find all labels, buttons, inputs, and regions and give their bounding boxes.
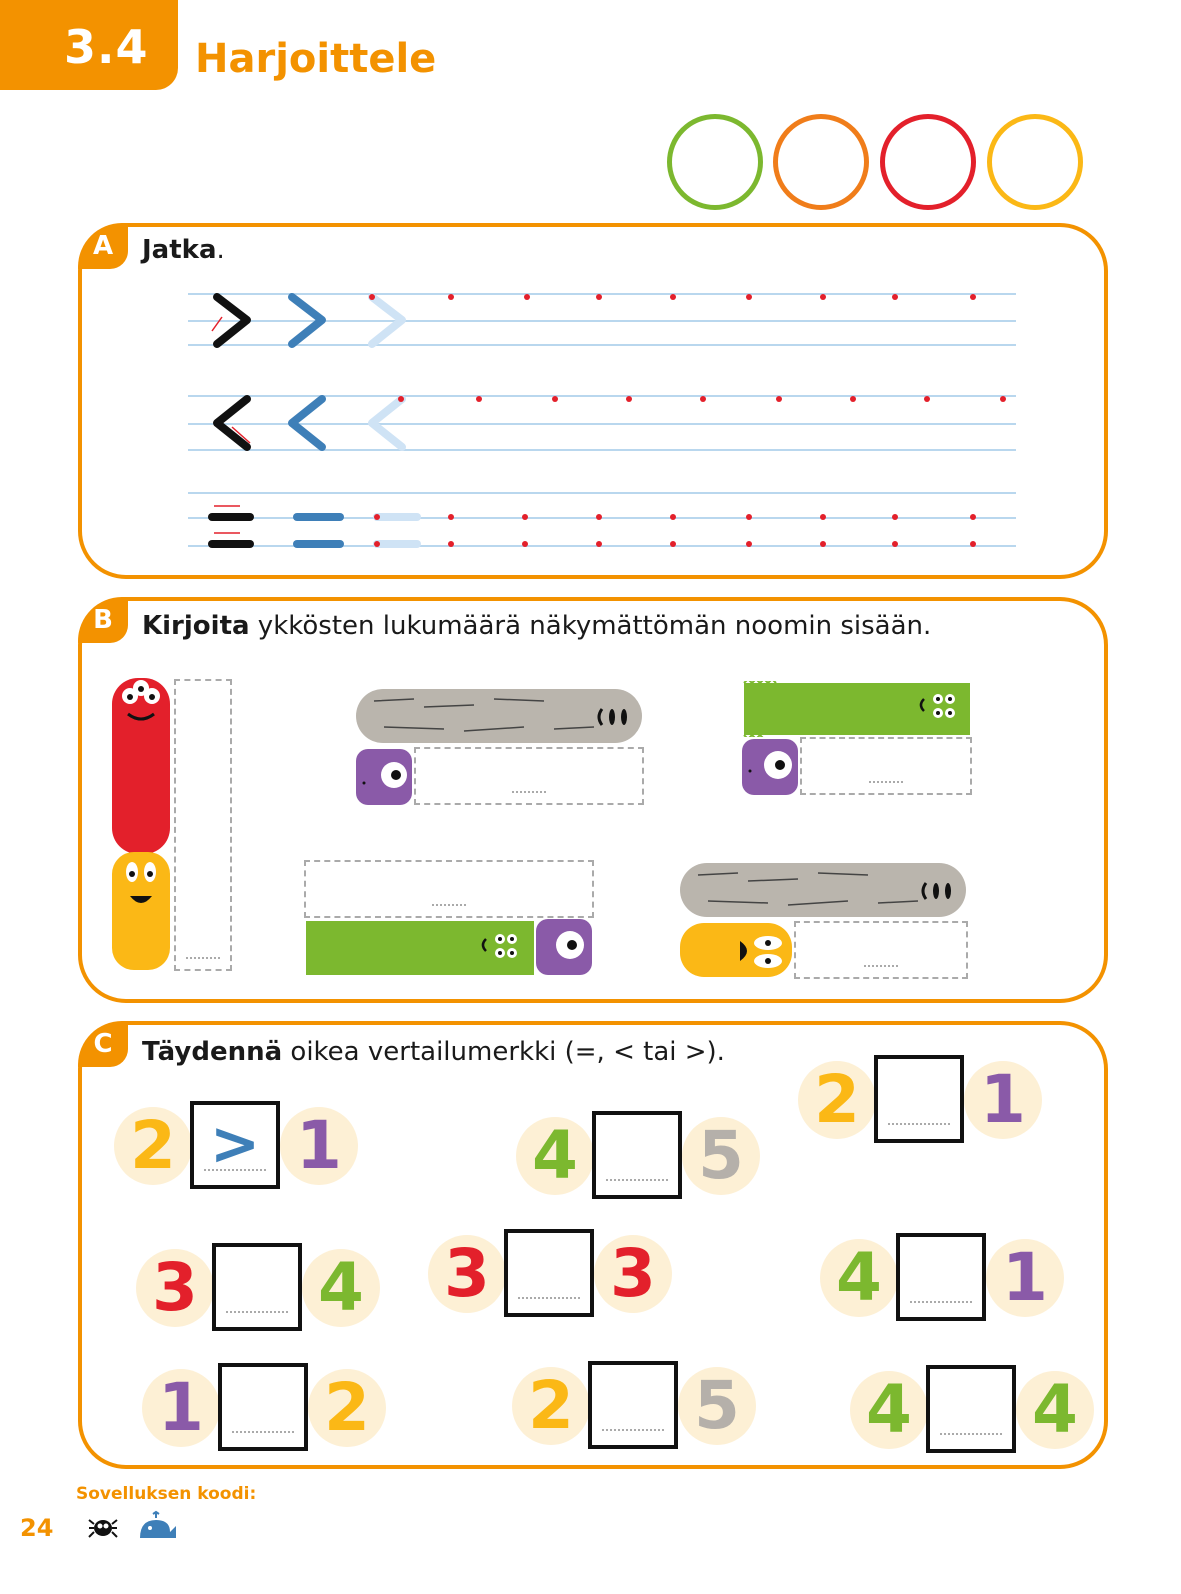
number-bubble: [114, 1107, 192, 1185]
comparison-answer-box[interactable]: [218, 1363, 308, 1451]
progress-ring-orange[interactable]: [773, 114, 869, 210]
trace-dot: [626, 396, 632, 402]
trace-dot: [448, 514, 454, 520]
trace-dot: [776, 396, 782, 402]
number-bubble: [820, 1239, 898, 1317]
comparison-item: [516, 1111, 766, 1201]
trace-dot: [448, 294, 454, 300]
section-a-instruction: Jatka.: [142, 235, 225, 265]
comparison-item: [512, 1361, 762, 1451]
trace-dot: [369, 294, 375, 300]
trace-dot: [398, 396, 404, 402]
numberblock-one-purple: [354, 747, 414, 807]
comparison-answer-box[interactable]: [190, 1101, 280, 1189]
trace-dot: [850, 396, 856, 402]
trace-dot: [448, 541, 454, 547]
section-b-instruction: Kirjoita ykkösten lukumäärä näkymättömän noomin sisään.: [142, 611, 932, 641]
numberblock-green-bottom: [304, 919, 536, 977]
whale-icon: [138, 1510, 178, 1542]
digit: 2: [324, 1369, 370, 1446]
trace-dot: [924, 396, 930, 402]
numberblock-one-purple-3: [534, 917, 594, 977]
number-bubble: [302, 1249, 380, 1327]
trace-dot: [670, 294, 676, 300]
page-number: 24: [20, 1514, 54, 1542]
trace-dot: [700, 396, 706, 402]
number-bubble: [136, 1249, 214, 1327]
digit: 2: [130, 1107, 176, 1184]
comparison-answer-box[interactable]: [874, 1055, 964, 1143]
number-bubble: [142, 1369, 220, 1447]
spider-icon: [88, 1512, 118, 1542]
trace-dot: [892, 541, 898, 547]
number-bubble: [964, 1061, 1042, 1139]
section-c-badge: C: [78, 1021, 128, 1067]
trace-dot: [522, 541, 528, 547]
section-a: [78, 223, 1108, 579]
number-bubble: [1016, 1371, 1094, 1449]
digit: 5: [694, 1367, 740, 1444]
digit: 1: [296, 1107, 342, 1184]
section-b: [78, 597, 1108, 1003]
trace-dot: [970, 514, 976, 520]
number-bubble: [682, 1117, 760, 1195]
numberblock-two: [110, 676, 176, 978]
digit: 2: [814, 1061, 860, 1138]
trace-dot: [820, 294, 826, 300]
invisible-noom-gray-2: [678, 861, 970, 921]
number-bubble: [512, 1367, 590, 1445]
section-c-instruction: Täydennä oikea vertailumerkki (=, < tai >).: [142, 1037, 725, 1067]
answer-box-b4[interactable]: [794, 921, 968, 979]
answer-box-b1[interactable]: [414, 747, 644, 805]
digit: 4: [532, 1117, 578, 1194]
trace-dot: [970, 541, 976, 547]
trace-dot: [596, 541, 602, 547]
digit: 1: [158, 1369, 204, 1446]
trace-dot: [820, 541, 826, 547]
digit: 4: [318, 1249, 364, 1326]
trace-dot: [374, 514, 380, 520]
comparison-item: [820, 1233, 1070, 1323]
comparison-item: [114, 1101, 364, 1191]
trace-dot: [670, 541, 676, 547]
trace-dot: [820, 514, 826, 520]
trace-dot: [892, 294, 898, 300]
section-a-badge: A: [78, 223, 128, 269]
answer-box-b2[interactable]: [800, 737, 972, 795]
section-b-badge: B: [78, 597, 128, 643]
comparison-item: [142, 1363, 392, 1453]
digit: 3: [610, 1235, 656, 1312]
trace-dot: [1000, 396, 1006, 402]
trace-dot: [746, 294, 752, 300]
trace-dot: [970, 294, 976, 300]
number-bubble: [428, 1235, 506, 1313]
number-bubble: [850, 1371, 928, 1449]
number-bubble: [594, 1235, 672, 1313]
comparison-answer-box[interactable]: [588, 1361, 678, 1449]
app-code-label: Sovelluksen koodi:: [76, 1484, 257, 1504]
number-bubble: [798, 1061, 876, 1139]
answer-box-b3[interactable]: [304, 860, 594, 918]
trace-dot: [596, 294, 602, 300]
progress-ring-green[interactable]: [667, 114, 763, 210]
numberblock-one-purple-2: [740, 737, 800, 797]
number-bubble: [516, 1117, 594, 1195]
answer-box-vertical[interactable]: [174, 679, 232, 971]
comparison-item: [136, 1243, 386, 1333]
invisible-noom-gray-1: [354, 687, 646, 747]
pattern-examples: [82, 227, 1104, 577]
comparison-answer-box[interactable]: [926, 1365, 1016, 1453]
number-bubble: [678, 1367, 756, 1445]
number-bubble: [308, 1369, 386, 1447]
numberblock-yellow: [678, 921, 794, 979]
number-bubble: [280, 1107, 358, 1185]
chapter-number: 3.4: [64, 20, 149, 74]
comparison-answer-box[interactable]: [592, 1111, 682, 1199]
digit: 1: [980, 1061, 1026, 1138]
number-bubble: [986, 1239, 1064, 1317]
numberblock-green-top: [742, 681, 972, 737]
trace-dot: [670, 514, 676, 520]
comparison-answer-box[interactable]: [896, 1233, 986, 1321]
digit: 3: [444, 1235, 490, 1312]
progress-ring-yellow[interactable]: [987, 114, 1083, 210]
example-answer: >: [209, 1109, 261, 1179]
trace-dot: [892, 514, 898, 520]
digit: 1: [1002, 1239, 1048, 1316]
progress-ring-red[interactable]: [880, 114, 976, 210]
section-c: [78, 1021, 1108, 1469]
comparison-answer-box[interactable]: [212, 1243, 302, 1331]
digit: 3: [152, 1249, 198, 1326]
digit: 4: [866, 1371, 912, 1448]
digit: 4: [1032, 1371, 1078, 1448]
trace-dot: [374, 541, 380, 547]
comparison-item: [850, 1365, 1100, 1455]
comparison-item: [798, 1055, 1048, 1145]
trace-dot: [746, 514, 752, 520]
digit: 4: [836, 1239, 882, 1316]
comparison-answer-box[interactable]: [504, 1229, 594, 1317]
digit: 5: [698, 1117, 744, 1194]
digit: 2: [528, 1367, 574, 1444]
page-title: Harjoittele: [195, 36, 437, 82]
trace-dot: [746, 541, 752, 547]
trace-dot: [522, 514, 528, 520]
comparison-item: [428, 1229, 678, 1319]
trace-dot: [476, 396, 482, 402]
trace-dot: [524, 294, 530, 300]
trace-dot: [596, 514, 602, 520]
trace-dot: [552, 396, 558, 402]
